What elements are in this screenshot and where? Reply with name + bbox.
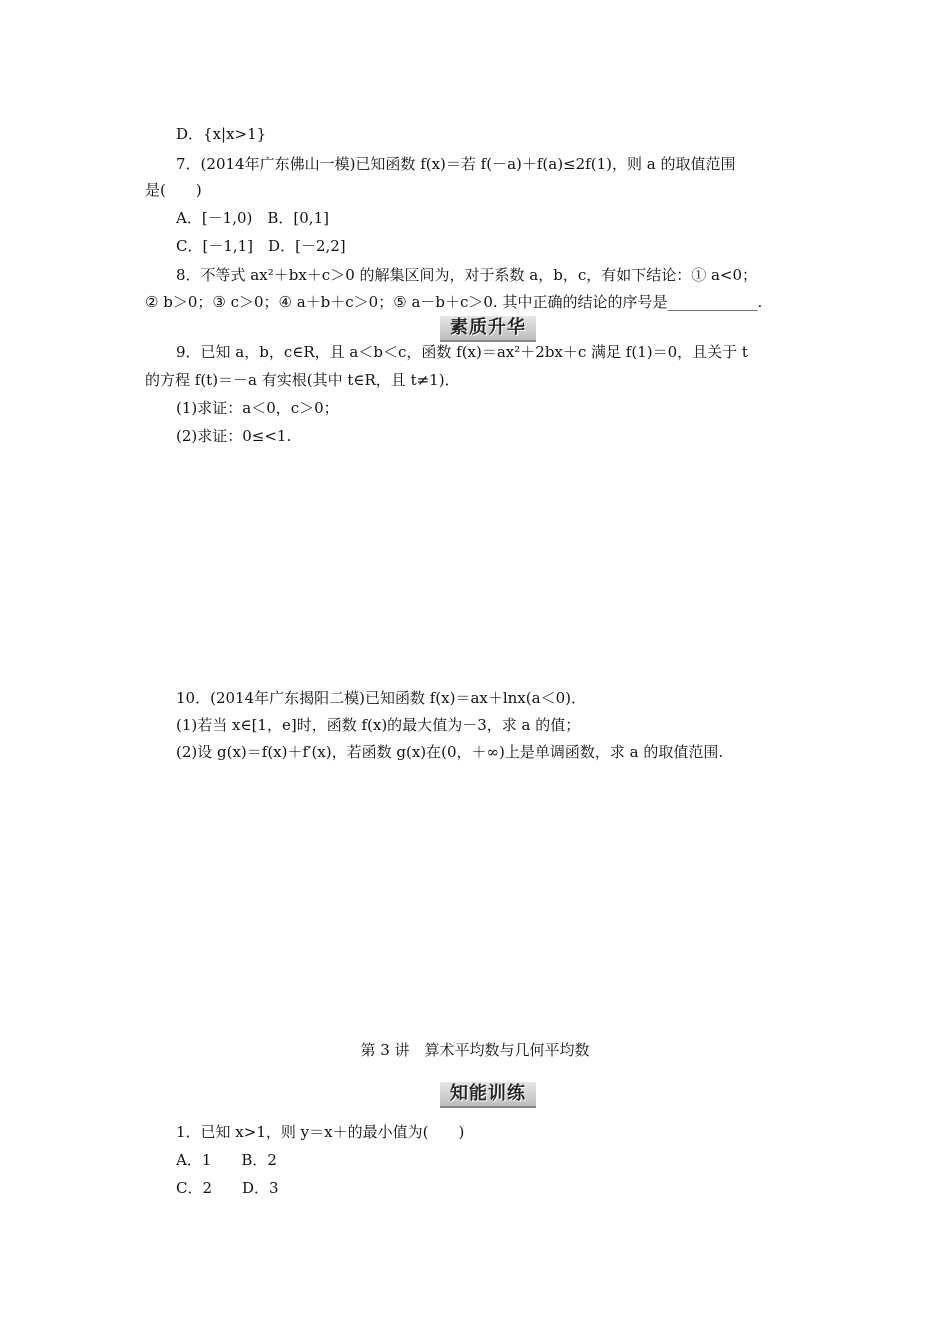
question-9-part-1: (1)求证：a＜0，c＞0； (176, 399, 339, 417)
question-9-line-1: 9．已知 a，b，c∈R，且 a＜b＜c，函数 f(x)＝ax²＋2bx＋c 满足 f(1)＝0，且关于 t (176, 343, 748, 361)
question-7-options-ab: A．[－1,0) B．[0,1] (176, 209, 329, 227)
exercise-1-options-cd: C．2 D．3 (176, 1179, 279, 1197)
question-8-line-1: 8．不等式 ax²＋bx＋c＞0 的解集区间为，对于系数 a，b，c，有如下结论：① a<0； (176, 266, 758, 284)
section-heading: 第 3 讲 算术平均数与几何平均数 (360, 1041, 590, 1059)
quality-banner: 素质升华 (440, 316, 536, 342)
question-7-options-cd: C．[－1,1] D．[－2,2] (176, 237, 346, 255)
question-10-line-1: 10．(2014年广东揭阳二模)已知函数 f(x)＝ax＋lnx(a＜0)． (176, 689, 586, 707)
exercise-1-question: 1．已知 x>1，则 y＝x＋的最小值为( ) (176, 1123, 465, 1141)
question-9-line-2: 的方程 f(t)＝－a 有实根(其中 t∈R，且 t≠1)． (145, 371, 460, 389)
question-7-line-2: 是( ) (145, 181, 202, 199)
skills-banner: 知能训练 (440, 1082, 536, 1108)
question-10-part-1: (1)若当 x∈[1，e]时，函数 f(x)的最大值为－3，求 a 的值； (176, 716, 581, 734)
question-7-line-1: 7．(2014年广东佛山一模)已知函数 f(x)＝若 f(－a)＋f(a)≤2f(1)，则 a 的取值范围 (176, 155, 736, 173)
exercise-1-options-ab: A．1 B．2 (176, 1151, 277, 1169)
question-9-part-2: (2)求证：0≤<1. (176, 427, 292, 445)
option-d-line: D．{x|x>1} (176, 125, 267, 143)
question-10-part-2: (2)设 g(x)＝f(x)＋f′(x)，若函数 g(x)在(0，＋∞)上是单调函数，求 a 的取值范围. (176, 743, 724, 761)
question-8-line-2: ② b＞0；③ c＞0；④ a＋b＋c＞0；⑤ a－b＋c＞0. 其中正确的结论的序号是____________. (145, 293, 763, 311)
